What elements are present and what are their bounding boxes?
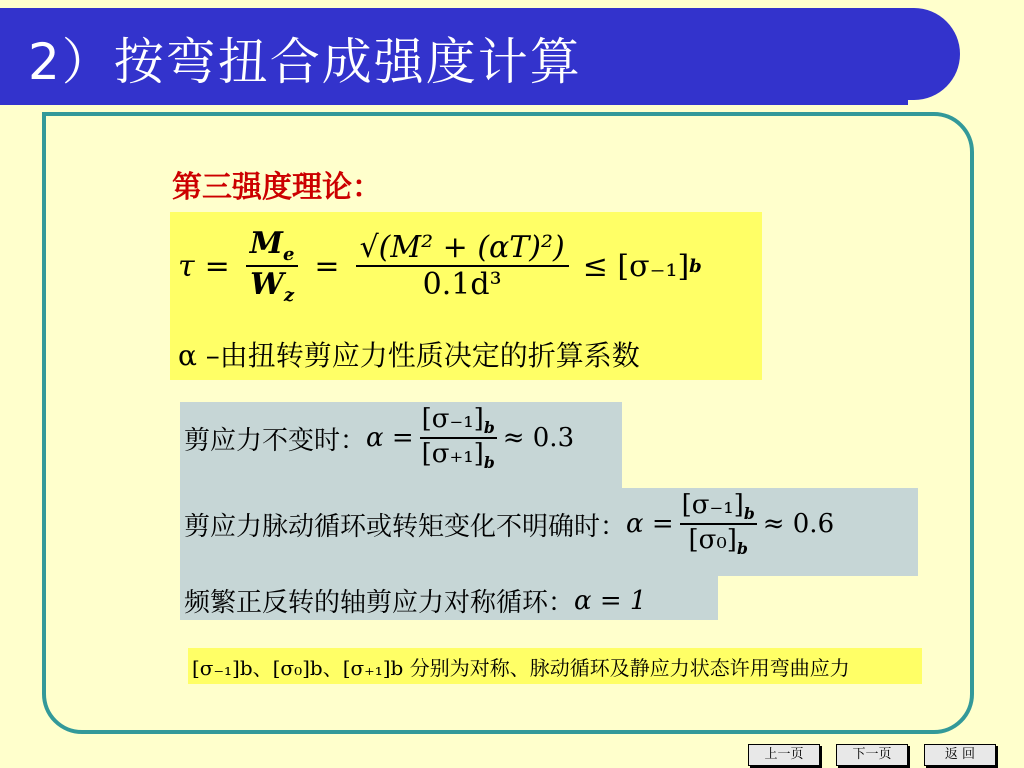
moment-fraction	[246, 226, 299, 306]
alpha-symbol: α =	[366, 423, 414, 454]
section-heading: 第三强度理论：	[172, 170, 382, 205]
case-fraction-1	[420, 404, 497, 472]
allowable-sub: b	[689, 255, 702, 277]
case-row-1	[184, 404, 574, 472]
moment-symbol: M	[249, 226, 283, 261]
case2-numerator: [σ₋₁]	[681, 490, 744, 520]
strength-formula	[178, 226, 702, 306]
case-row-3	[184, 582, 646, 619]
case2-den-sub: b	[736, 539, 748, 559]
combined-numerator: √(M² + (αT)²)	[356, 230, 569, 267]
equals-sign-2: =	[314, 248, 340, 284]
case1-denominator: [σ₊₁]	[421, 439, 484, 470]
case1-num-sub: b	[483, 418, 495, 438]
footnote: [σ₋₁]b、[σ₀]b、[σ₊₁]b 分别为对称、脉动循环及静应力状态许用弯曲应力	[188, 648, 922, 684]
case-value-1: ≈ 0.3	[502, 423, 575, 454]
case-value-3: α = 1	[574, 585, 647, 616]
case1-numerator: [σ₋₁]	[421, 404, 484, 434]
alpha-symbol-2: α =	[626, 509, 674, 540]
modulus-sub: z	[283, 285, 295, 306]
tau-symbol: τ	[178, 248, 195, 284]
formula-box	[170, 212, 762, 380]
alpha-definition: α –由扭转剪应力性质决定的折算系数	[178, 339, 640, 372]
case2-num-sub: b	[743, 504, 755, 524]
case-label-3: 频繁正反转的轴剪应力对称循环：	[184, 588, 575, 618]
combined-denominator: 0.1d³	[422, 267, 502, 302]
modulus-symbol: W	[250, 267, 284, 302]
prev-page-button[interactable]: 上一页	[748, 744, 820, 766]
case2-denominator: [σ₀]	[688, 525, 737, 556]
moment-sub: e	[282, 244, 295, 265]
case1-den-sub: b	[483, 453, 495, 473]
combined-fraction	[356, 230, 569, 302]
case-label-2: 剪应力脉动循环或转矩变化不明确时：	[184, 511, 627, 542]
title-rule	[0, 99, 908, 105]
back-button[interactable]: 返 回	[924, 744, 996, 766]
case-value-2: ≈ 0.6	[762, 509, 835, 540]
case-row-2	[184, 490, 834, 558]
page-title: 2）按弯扭合成强度计算	[28, 33, 582, 91]
case-fraction-2	[680, 490, 757, 558]
equals-sign: =	[204, 248, 230, 284]
next-page-button[interactable]: 下一页	[836, 744, 908, 766]
allowable-stress: ≤ [σ₋₁]	[582, 248, 690, 284]
case-label-1: 剪应力不变时：	[184, 425, 367, 456]
